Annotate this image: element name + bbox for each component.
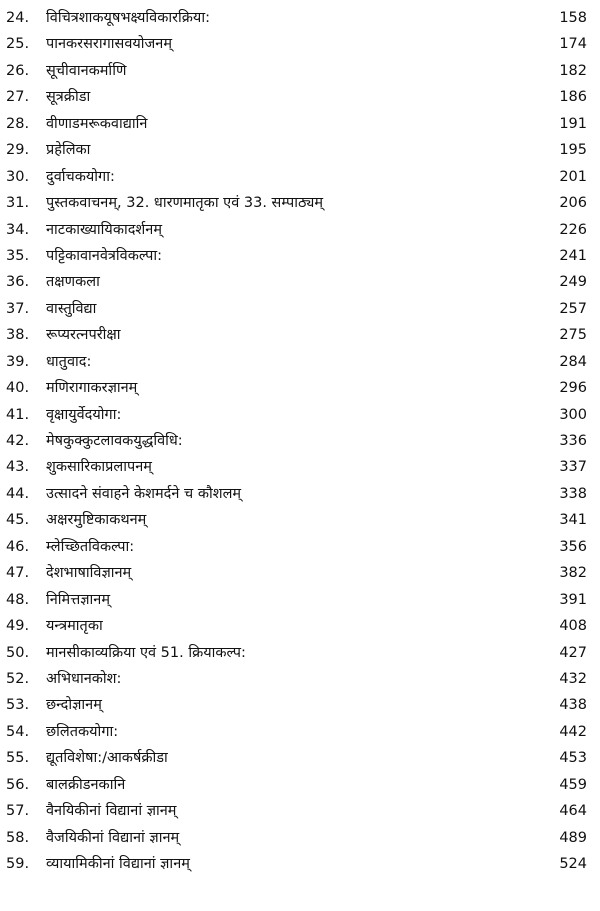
entry-title: वीणाडमरूकवाद्यानि [46,115,148,132]
entry-number: 25. [6,36,30,53]
entry-number: 24. [6,10,30,26]
entry-number: 27. [6,89,30,106]
entry-page-number: 408 [559,618,587,635]
entry-number: 34. [6,221,30,238]
entry-title: विचित्रशाकयूषभक्ष्यविकारक्रिया: [46,10,210,26]
entry-title: व्यायामिकीनां विद्यानां ज्ञानम् [46,856,190,872]
entry-number: 59. [6,856,30,872]
entry-number: 53. [6,697,30,714]
entry-title: मेषकुक्कुटलावकयुद्धविधि: [46,433,183,449]
toc-entry [0,719,600,745]
entry-page-number: 489 [559,829,587,846]
entry-title: वैजयिकीनां विद्यानां ज्ञानम् [46,829,180,846]
toc-entry [0,349,600,375]
toc-entry [0,851,600,877]
toc-entry [0,243,600,269]
entry-page-number: 427 [559,644,587,661]
entry-number: 45. [6,512,30,529]
entry-title: वैनयिकीनां विद्यानां ज्ञानम् [46,803,177,820]
entry-page-number: 338 [559,485,587,502]
toc-entry [0,84,600,110]
entry-number: 35. [6,247,30,264]
entry-page-number: 257 [559,300,587,317]
entry-page-number: 524 [559,856,587,872]
entry-title: वास्तुविद्या [46,300,97,317]
entry-page-number: 226 [559,221,587,238]
entry-number: 52. [6,670,30,687]
entry-page-number: 432 [559,670,587,687]
entry-page-number: 337 [559,459,587,476]
entry-number: 48. [6,591,30,608]
entry-title: पट्टिकावानवेत्रविकल्पा: [46,247,162,264]
entry-page-number: 201 [559,168,587,185]
toc-entry [0,58,600,84]
entry-title: द्यूतविशेषा:/आकर्षक्रीडा [46,750,168,767]
toc-entry [0,190,600,216]
entry-number: 57. [6,803,30,820]
toc-entry [0,692,600,718]
entry-page-number: 453 [559,750,587,767]
toc-entry [0,745,600,771]
entry-number: 46. [6,538,30,555]
entry-title: बालक्रीडनकानि [46,776,126,793]
entry-title: देशभाषाविज्ञानम् [46,565,132,582]
entry-number: 41. [6,406,30,423]
entry-title: प्रहेलिका [46,142,91,159]
entry-title: मानसीकाव्यक्रिया एवं 51. क्रियाकल्प: [46,644,246,661]
toc-entry [0,111,600,137]
toc-entry [0,798,600,824]
entry-page-number: 336 [559,433,587,449]
entry-title: पुस्तकवाचनम्, 32. धारणमातृका एवं 33. सम्पाठ्यम् [46,195,324,212]
entry-title: वृक्षायुर्वेदयोगा: [46,406,122,423]
entry-title: सूचीवानकर्माणि [46,62,127,79]
entry-page-number: 186 [559,89,587,106]
toc-entry [0,825,600,851]
entry-number: 36. [6,274,30,291]
toc-entry [0,5,600,31]
entry-title: सूत्रक्रीडा [46,89,91,106]
entry-number: 30. [6,168,30,185]
entry-title: म्लेच्छितविकल्पा: [46,538,135,555]
entry-page-number: 391 [559,591,587,608]
entry-title: निमित्तज्ञानम् [46,591,111,608]
entry-number: 49. [6,618,30,635]
toc-entry [0,560,600,586]
toc-entry [0,507,600,533]
entry-title: अक्षरमुष्टिकाकथनम् [46,512,147,529]
entry-page-number: 284 [559,353,587,370]
entry-title: उत्सादने संवाहने केशमर्दने च कौशलम् [46,485,242,502]
entry-number: 37. [6,300,30,317]
entry-page-number: 356 [559,538,587,555]
entry-number: 42. [6,433,30,449]
entry-number: 54. [6,723,30,740]
toc-entry [0,269,600,295]
toc-entry [0,375,600,401]
entry-number: 28. [6,115,30,132]
entry-page-number: 341 [559,512,587,529]
toc-entry [0,772,600,798]
entry-title: अभिधानकोश: [46,670,122,687]
entry-title: रूप्यरत्नपरीक्षा [46,327,121,344]
entry-page-number: 241 [559,247,587,264]
toc-entry [0,640,600,666]
entry-number: 58. [6,829,30,846]
entry-number: 47. [6,565,30,582]
toc-entry [0,137,600,163]
entry-page-number: 275 [559,327,587,344]
entry-page-number: 464 [559,803,587,820]
toc-entry [0,402,600,428]
toc-entry [0,164,600,190]
entry-page-number: 438 [559,697,587,714]
entry-page-number: 296 [559,380,587,397]
entry-number: 40. [6,380,30,397]
entry-title: छन्दोज्ञानम् [46,697,102,714]
entry-page-number: 206 [559,195,587,212]
entry-title: धातुवाद: [46,353,92,370]
entry-page-number: 174 [559,36,587,53]
entry-number: 44. [6,485,30,502]
entry-page-number: 191 [559,115,587,132]
entry-number: 29. [6,142,30,159]
toc-entry [0,613,600,639]
entry-page-number: 182 [559,62,587,79]
toc-entry [0,454,600,480]
entry-number: 55. [6,750,30,767]
entry-title: शुकसारिकाप्रलापनम् [46,459,152,476]
entry-page-number: 300 [559,406,587,423]
entry-page-number: 442 [559,723,587,740]
entry-page-number: 249 [559,274,587,291]
toc-entry [0,481,600,507]
entry-title: दुर्वाचकयोगा: [46,168,115,185]
entry-number: 50. [6,644,30,661]
entry-title: पानकरसरागासवयोजनम् [46,36,173,53]
entry-number: 26. [6,62,30,79]
entry-title: तक्षणकला [46,274,100,291]
entry-number: 56. [6,776,30,793]
entry-page-number: 459 [559,776,587,793]
toc-entry [0,322,600,348]
entry-title: नाटकाख्यायिकादर्शनम् [46,221,162,238]
toc-entry [0,587,600,613]
toc-entry [0,31,600,57]
toc-entry [0,534,600,560]
toc-entry [0,217,600,243]
entry-page-number: 382 [559,565,587,582]
entry-title: छलितकयोगा: [46,723,119,740]
entry-number: 43. [6,459,30,476]
entry-number: 31. [6,195,30,212]
entry-page-number: 158 [559,10,587,26]
entry-title: मणिरागाकरज्ञानम् [46,380,138,397]
entry-number: 38. [6,327,30,344]
toc-entry [0,666,600,692]
entry-title: यन्त्रमातृका [46,618,103,635]
toc-entry [0,428,600,454]
entry-page-number: 195 [559,142,587,159]
entry-number: 39. [6,353,30,370]
toc-entry [0,296,600,322]
table-of-contents [0,5,600,877]
